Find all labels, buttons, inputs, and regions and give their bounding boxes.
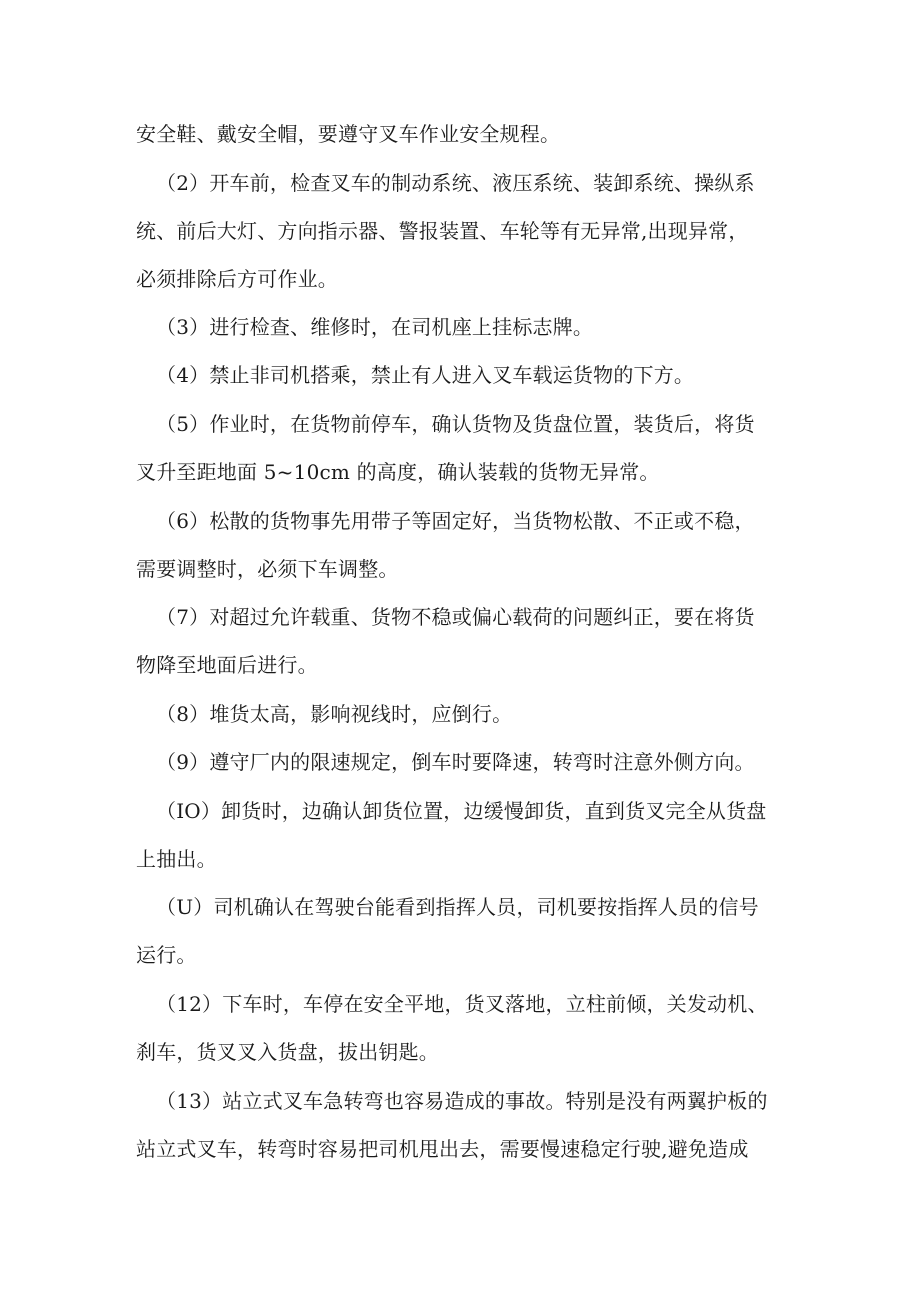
- text-line: （2）开车前，检查叉车的制动系统、液压系统、装卸系统、操纵系: [156, 171, 755, 195]
- text-line: （5）作业时，在货物前停车，确认货物及货盘位置，装货后，将货: [156, 412, 755, 436]
- text-line: （4）禁止非司机搭乘，禁止有人进入叉车载运货物的下方。: [156, 363, 695, 387]
- text-line: （U）司机确认在驾驶台能看到指挥人员，司机要按指挥人员的信号: [156, 895, 759, 919]
- text-line: （12）下车时，车停在安全平地，货叉落地，立柱前倾，关发动机、: [156, 992, 768, 1016]
- text-line: 安全鞋、戴安全帽，要遵守叉车作业安全规程。: [136, 122, 561, 146]
- text-line: 需要调整时，必须下车调整。: [136, 557, 399, 581]
- text-line: （3）进行检查、维修时，在司机座上挂标志牌。: [156, 315, 594, 339]
- text-line: 叉升至距地面 5~10cm 的高度，确认装载的货物无异常。: [136, 460, 660, 484]
- text-line: （IO）卸货时，边确认卸货位置，边缓慢卸货，直到货叉完全从货盘: [156, 799, 767, 823]
- text-line: 运行。: [136, 943, 197, 967]
- text-line: （7）对超过允许载重、货物不稳或偏心载荷的问题纠正，要在将货: [156, 605, 755, 629]
- text-line: （8）堆货太高，影响视线时，应倒行。: [156, 702, 513, 726]
- text-line: 统、前后大灯、方向指示器、警报装置、车轮等有无异常,出现异常，: [136, 219, 749, 243]
- text-line: （6）松散的货物事先用带子等固定好，当货物松散、不正或不稳，: [156, 509, 755, 533]
- text-line: 必须排除后方可作业。: [136, 267, 338, 291]
- text-line: （13）站立式叉车急转弯也容易造成的事故。特别是没有两翼护板的: [156, 1089, 768, 1113]
- text-line: 站立式叉车，转弯时容易把司机甩出去，需要慢速稳定行驶,避免造成: [136, 1137, 749, 1161]
- text-line: （9）遵守厂内的限速规定，倒车时要降速，转弯时注意外侧方向。: [156, 750, 755, 774]
- text-line: 物降至地面后进行。: [136, 653, 318, 677]
- text-line: 刹车，货叉叉入货盘，拔出钥匙。: [136, 1040, 439, 1064]
- text-line: 上抽出。: [136, 847, 217, 871]
